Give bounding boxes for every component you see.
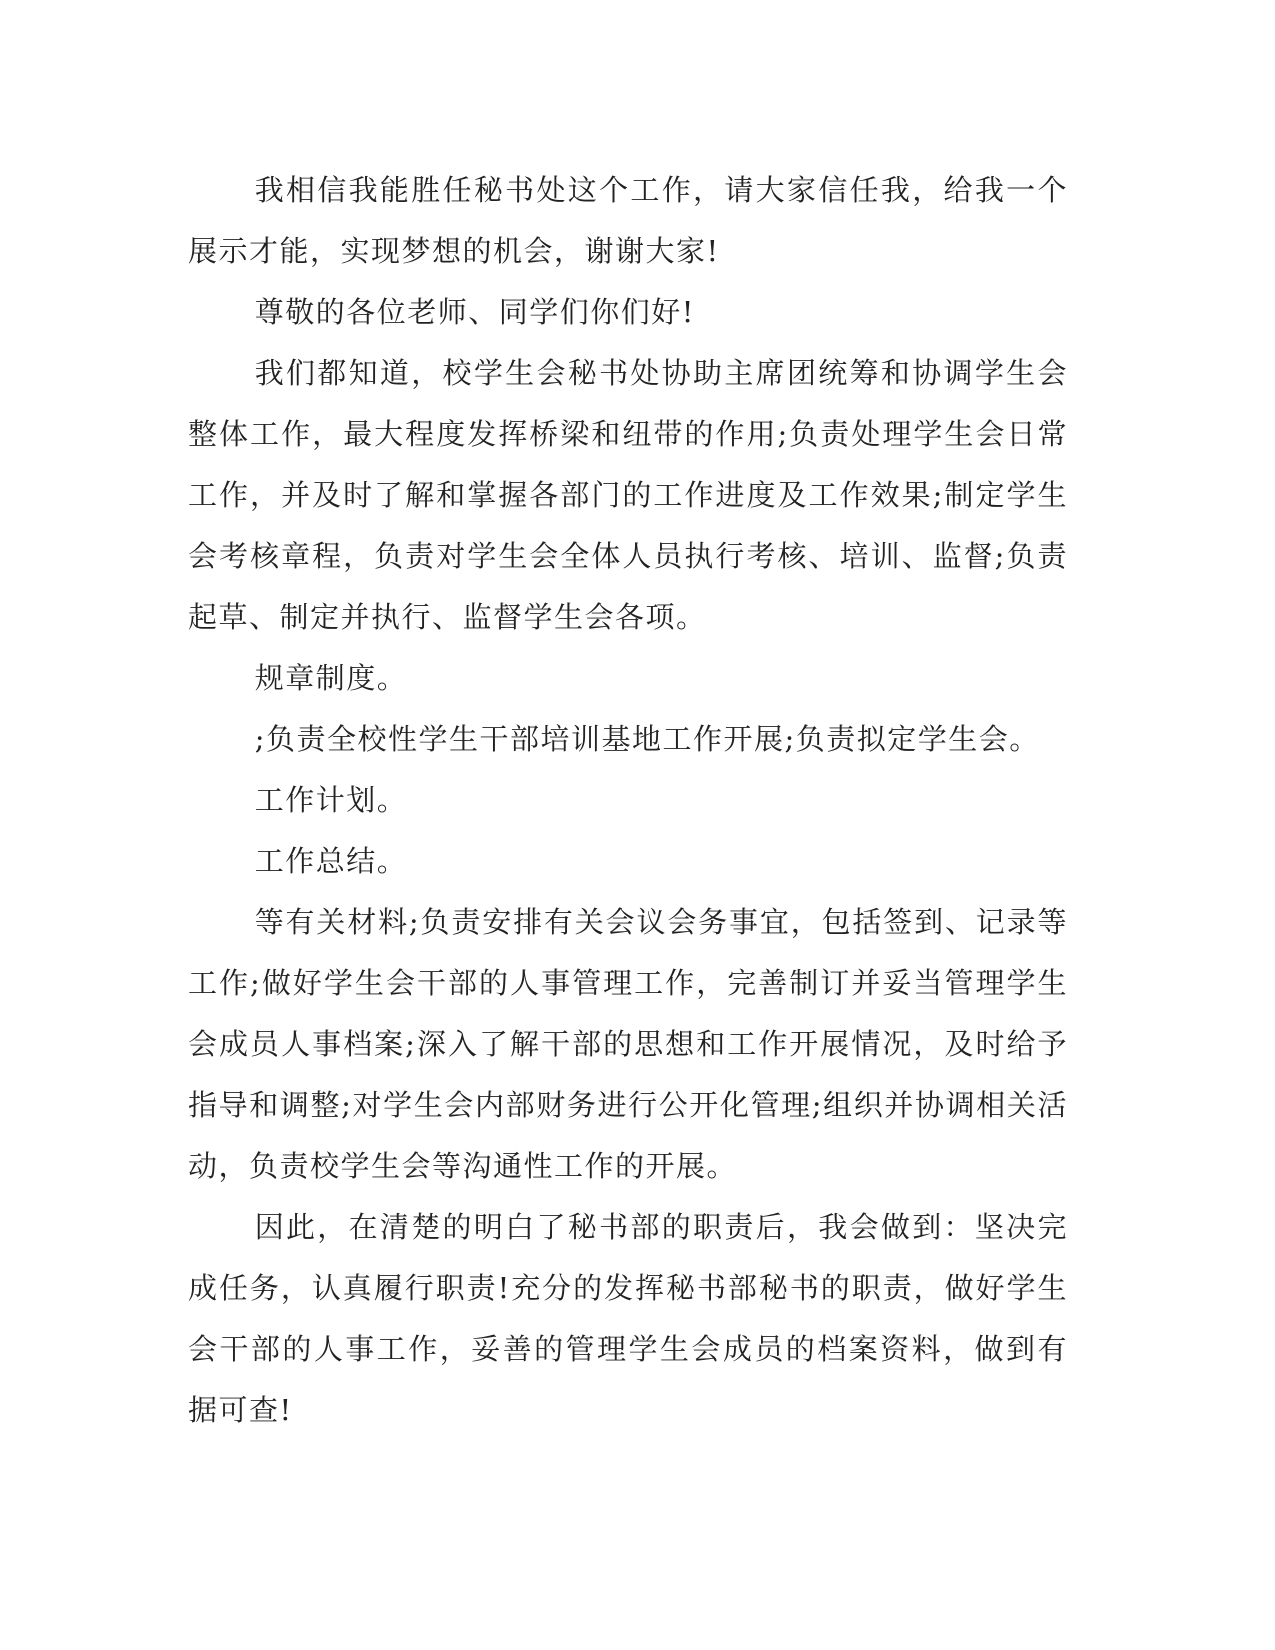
paragraph: 我们都知道，校学生会秘书处协助主席团统筹和协调学生会整体工作，最大程度发挥桥梁和纽带的作用;负责处理学生会日常工作，并及时了解和掌握各部门的工作进度及工作效果;制定学生会考核章程，负责对学生会全体人员执行考核、培训、监督;负责起草、制定并执行、监督学生会各项。 — [188, 356, 1068, 634]
paragraph: 工作总结。 — [254, 844, 408, 878]
document-body — [188, 160, 1068, 1441]
paragraph: 规章制度。 — [254, 661, 408, 695]
paragraph: 工作计划。 — [254, 783, 408, 817]
paragraph: 因此，在清楚的明白了秘书部的职责后，我会做到：坚决完成任务，认真履行职责!充分的发挥秘书部秘书的职责，做好学生会干部的人事工作，妥善的管理学生会成员的档案资料，做到有据可查! — [188, 1210, 1068, 1427]
paragraph: 尊敬的各位老师、同学们你们好! — [254, 295, 695, 329]
paragraph: 等有关材料;负责安排有关会议会务事宜，包括签到、记录等工作;做好学生会干部的人事管理工作，完善制订并妥当管理学生会成员人事档案;深入了解干部的思想和工作开展情况，及时给予指导和调整;对学生会内部财务进行公开化管理;组织并协调相关活动，负责校学生会等沟通性工作的开展。 — [188, 905, 1068, 1183]
paragraph: 我相信我能胜任秘书处这个工作，请大家信任我，给我一个展示才能，实现梦想的机会，谢谢大家! — [188, 173, 1068, 268]
paragraph: ;负责全校性学生干部培训基地工作开展;负责拟定学生会。 — [254, 722, 1040, 756]
